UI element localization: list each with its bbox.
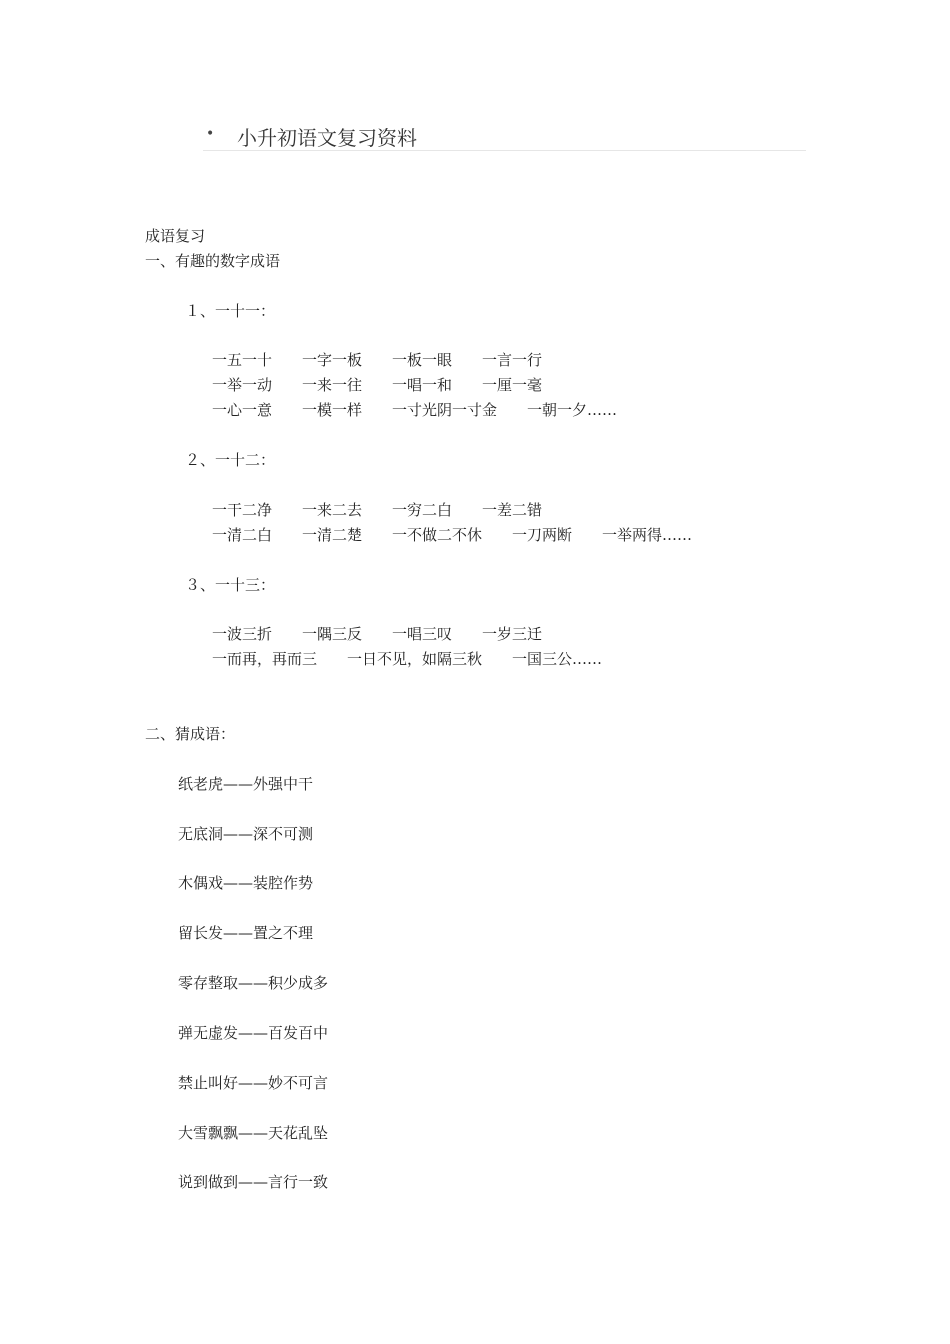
- idiom-row: 一干二净 一来二去 一穷二白 一差二错: [212, 501, 543, 519]
- group3-label: ３、一十三：: [185, 576, 276, 594]
- riddle-item: 无底洞——深不可测: [178, 825, 314, 843]
- idiom-row: 一心一意 一模一样 一寸光阴一寸金 一朝一夕……: [212, 401, 618, 419]
- section1-title: 一、有趣的数字成语: [145, 252, 281, 270]
- section2-title: 二、猜成语：: [145, 725, 236, 743]
- riddle-item: 说到做到——言行一致: [178, 1173, 329, 1191]
- group1-label: １、一十一：: [185, 302, 276, 320]
- riddle-item: 木偶戏——装腔作势: [178, 874, 314, 892]
- idiom-row: 一五一十 一字一板 一板一眼 一言一行: [212, 351, 543, 369]
- idiom-row: 一而再，再而三 一日不见，如隔三秋 一国三公……: [212, 650, 603, 668]
- riddle-item: 弹无虚发——百发百中: [178, 1024, 329, 1042]
- section-heading: 成语复习: [145, 227, 206, 245]
- document-title-row: [203, 120, 806, 151]
- riddle-item: 禁止叫好——妙不可言: [178, 1074, 329, 1092]
- riddle-item: 留长发——置之不理: [178, 924, 314, 942]
- idiom-row: 一清二白 一清二楚 一不做二不休 一刀两断 一举两得……: [212, 526, 693, 544]
- riddle-item: 纸老虎——外强中干: [178, 775, 314, 793]
- riddle-item: 零存整取——积少成多: [178, 974, 329, 992]
- bullet-icon: •: [206, 126, 215, 142]
- idiom-row: 一波三折 一隅三反 一唱三叹 一岁三迁: [212, 625, 543, 643]
- riddle-item: 大雪飘飘——天花乱坠: [178, 1124, 329, 1142]
- document-title: 小升初语文复习资料: [237, 126, 417, 150]
- idiom-row: 一举一动 一来一往 一唱一和 一厘一毫: [212, 376, 543, 394]
- group2-label: ２、一十二：: [185, 451, 276, 469]
